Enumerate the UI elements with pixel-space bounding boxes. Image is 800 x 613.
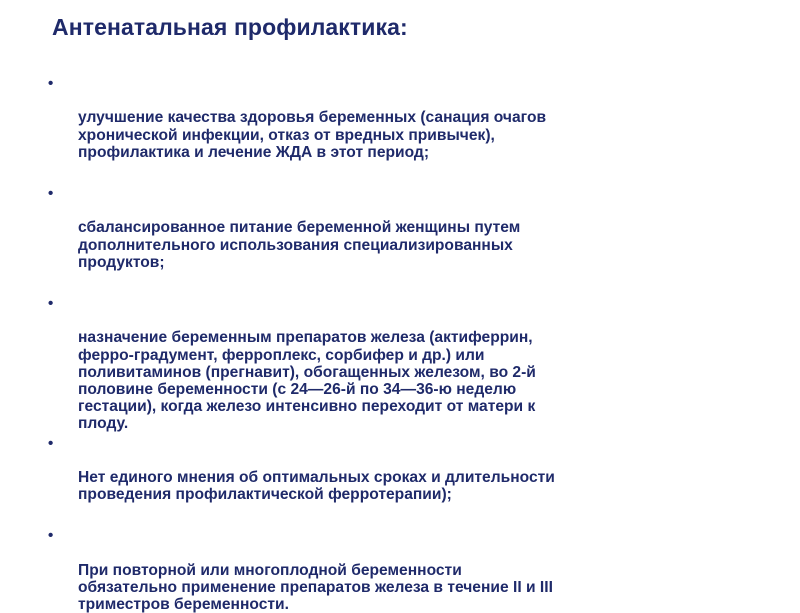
bullet-item bbox=[40, 435, 700, 504]
bullet-dot-icon: • bbox=[48, 75, 54, 92]
bullet-item bbox=[40, 185, 700, 271]
bullet-text: сбалансированное питание беременной женщины путем дополнительного использования специализированных продуктов; bbox=[78, 219, 521, 271]
bullet-item bbox=[40, 527, 700, 613]
bullet-item bbox=[40, 75, 700, 161]
bullet-dot-icon: • bbox=[48, 527, 54, 545]
bullet-dot-icon: • bbox=[48, 295, 54, 313]
bullet-list bbox=[40, 75, 700, 613]
bullet-dot-icon: • bbox=[48, 185, 54, 203]
bullet-text: Нет единого мнения об оптимальных сроках и длительности проведения профилактической ферротерапии); bbox=[78, 469, 555, 504]
bullet-text: При повторной или многоплодной беременности обязательно применение препаратов железа в течение II и III триместров беременности. bbox=[78, 561, 553, 613]
bullet-item bbox=[40, 295, 700, 433]
slide-title: Антенатальная профилактика: bbox=[52, 14, 408, 40]
bullet-text: назначение беременным препаратов железа (актиферрин, ферро-градумент, ферроплекс, сорбифер и др.) или поливитаминов (прегнавит), обогащенных железом, во 2-й половине беременности (с 24—26-й по 34—36-ю неделю гестации), когда железо интенсивно переходит от матери к плоду. bbox=[78, 329, 536, 433]
bullet-text: улучшение качества здоровья беременных (санация очагов хронической инфекции, отказ от вредных привычек), профилактика и лечение ЖДА в этот период; bbox=[78, 109, 547, 161]
bullet-dot-icon: • bbox=[48, 434, 54, 452]
